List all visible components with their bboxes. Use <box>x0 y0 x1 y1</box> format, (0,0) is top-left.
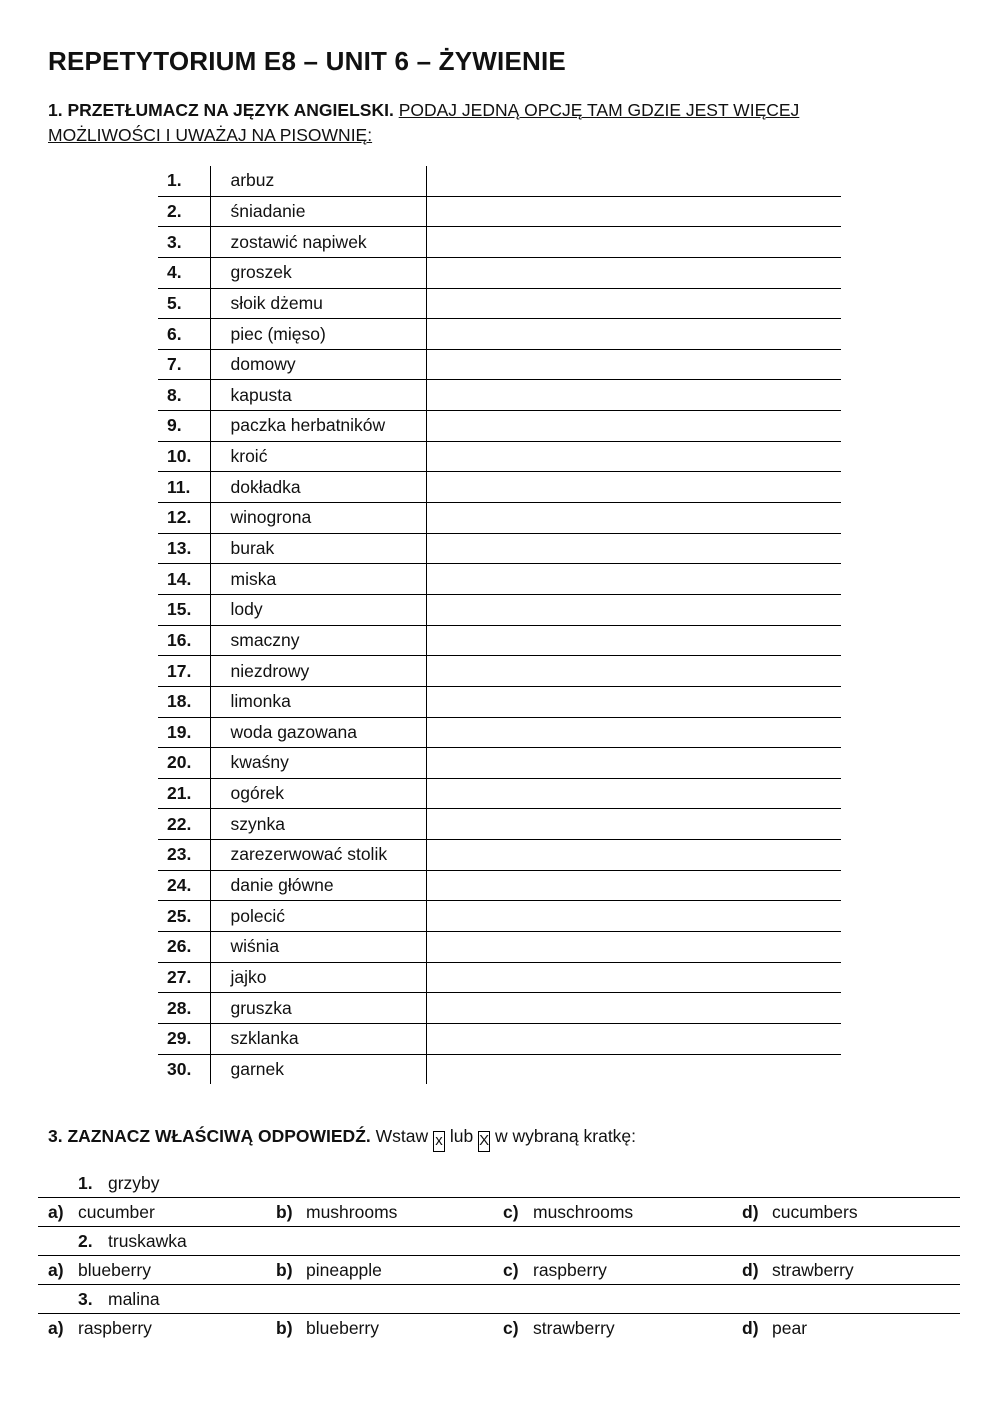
item-number: 12. <box>158 503 210 534</box>
question-number: 1. <box>78 1173 93 1193</box>
question-word: truskawka <box>108 1231 187 1251</box>
vocab-row <box>158 748 841 779</box>
polish-word: groszek <box>210 257 426 288</box>
section1-instruction: PODAJ JEDNĄ OPCJĘ TAM GDZIE JEST WIĘCEJ MOŻLIWOŚCI I UWAŻAJ NA PISOWNIĘ: <box>48 100 800 145</box>
item-number: 11. <box>158 472 210 503</box>
vocab-row <box>158 472 841 503</box>
option-letter: d) <box>742 1202 759 1222</box>
multiple-choice-list <box>38 1169 960 1342</box>
answer-blank[interactable] <box>426 901 841 932</box>
section3-instruction-pre: Wstaw <box>375 1126 429 1146</box>
checkbox-sample-big: X <box>478 1131 490 1152</box>
answer-blank[interactable] <box>426 778 841 809</box>
item-number: 5. <box>158 288 210 319</box>
item-number: 2. <box>158 196 210 227</box>
polish-word: miska <box>210 564 426 595</box>
item-number: 28. <box>158 993 210 1024</box>
answer-blank[interactable] <box>426 166 841 196</box>
answer-option[interactable] <box>742 1202 858 1223</box>
section3-instruction-mid: lub <box>449 1126 474 1146</box>
answer-blank[interactable] <box>426 717 841 748</box>
question-number: 3. <box>78 1289 93 1309</box>
answer-blank[interactable] <box>426 319 841 350</box>
item-number: 30. <box>158 1054 210 1084</box>
section1-heading: 1. PRZETŁUMACZ NA JĘZYK ANGIELSKI. <box>48 100 394 120</box>
options-row <box>38 1314 960 1342</box>
polish-word: gruszka <box>210 993 426 1024</box>
vocab-row <box>158 503 841 534</box>
polish-word: domowy <box>210 349 426 380</box>
polish-word: wiśnia <box>210 932 426 963</box>
option-letter: a) <box>48 1260 64 1280</box>
vocab-row <box>158 564 841 595</box>
question-row <box>38 1285 960 1314</box>
vocab-row <box>158 319 841 350</box>
section3-header <box>48 1126 636 1152</box>
question-number: 2. <box>78 1231 93 1251</box>
polish-word: winogrona <box>210 503 426 534</box>
vocab-row <box>158 1054 841 1084</box>
polish-word: szynka <box>210 809 426 840</box>
vocab-row <box>158 1023 841 1054</box>
answer-blank[interactable] <box>426 472 841 503</box>
section3-instruction-post: w wybraną kratkę: <box>495 1126 637 1146</box>
polish-word: jajko <box>210 962 426 993</box>
answer-blank[interactable] <box>426 993 841 1024</box>
item-number: 25. <box>158 901 210 932</box>
answer-option[interactable] <box>48 1260 151 1281</box>
option-letter: a) <box>48 1202 64 1222</box>
item-number: 18. <box>158 686 210 717</box>
option-text: mushrooms <box>306 1202 398 1222</box>
item-number: 19. <box>158 717 210 748</box>
answer-blank[interactable] <box>426 533 841 564</box>
item-number: 1. <box>158 166 210 196</box>
answer-option[interactable] <box>503 1260 607 1281</box>
answer-blank[interactable] <box>426 503 841 534</box>
item-number: 13. <box>158 533 210 564</box>
answer-blank[interactable] <box>426 594 841 625</box>
answer-option[interactable] <box>276 1318 379 1339</box>
vocab-row <box>158 349 841 380</box>
question-row <box>38 1227 960 1256</box>
polish-word: limonka <box>210 686 426 717</box>
item-number: 23. <box>158 840 210 871</box>
option-text: blueberry <box>306 1318 379 1338</box>
vocab-row <box>158 441 841 472</box>
vocab-row <box>158 717 841 748</box>
item-number: 10. <box>158 441 210 472</box>
answer-blank[interactable] <box>426 411 841 442</box>
question-word: grzyby <box>108 1173 160 1193</box>
option-text: cucumber <box>78 1202 155 1222</box>
answer-option[interactable] <box>48 1318 152 1339</box>
page-title: REPETYTORIUM E8 – UNIT 6 – ŻYWIENIE <box>48 46 566 76</box>
vocab-row <box>158 533 841 564</box>
answer-option[interactable] <box>48 1202 155 1223</box>
vocab-row <box>158 656 841 687</box>
item-number: 21. <box>158 778 210 809</box>
option-letter: d) <box>742 1260 759 1280</box>
polish-word: burak <box>210 533 426 564</box>
item-number: 9. <box>158 411 210 442</box>
polish-word: zostawić napiwek <box>210 227 426 258</box>
answer-blank[interactable] <box>426 840 841 871</box>
option-letter: c) <box>503 1260 519 1280</box>
answer-blank[interactable] <box>426 625 841 656</box>
item-number: 16. <box>158 625 210 656</box>
vocab-row <box>158 411 841 442</box>
answer-option[interactable] <box>276 1202 397 1223</box>
checkbox-sample-small: x <box>433 1131 445 1152</box>
vocab-row <box>158 778 841 809</box>
polish-word: zarezerwować stolik <box>210 840 426 871</box>
answer-option[interactable] <box>276 1260 382 1281</box>
item-number: 29. <box>158 1023 210 1054</box>
polish-word: lody <box>210 594 426 625</box>
option-text: strawberry <box>772 1260 854 1280</box>
answer-blank[interactable] <box>426 564 841 595</box>
option-text: strawberry <box>533 1318 615 1338</box>
option-letter: c) <box>503 1318 519 1338</box>
item-number: 22. <box>158 809 210 840</box>
vocab-row <box>158 288 841 319</box>
vocab-row <box>158 932 841 963</box>
polish-word: garnek <box>210 1054 426 1084</box>
answer-blank[interactable] <box>426 962 841 993</box>
answer-blank[interactable] <box>426 441 841 472</box>
item-number: 26. <box>158 932 210 963</box>
polish-word: danie główne <box>210 870 426 901</box>
polish-word: arbuz <box>210 166 426 196</box>
option-text: blueberry <box>78 1260 151 1280</box>
vocab-row <box>158 840 841 871</box>
polish-word: szklanka <box>210 1023 426 1054</box>
option-letter: b) <box>276 1202 293 1222</box>
item-number: 3. <box>158 227 210 258</box>
option-text: muschrooms <box>533 1202 634 1222</box>
vocab-row <box>158 809 841 840</box>
polish-word: kwaśny <box>210 748 426 779</box>
vocab-row <box>158 962 841 993</box>
option-text: raspberry <box>533 1260 607 1280</box>
polish-word: słoik dżemu <box>210 288 426 319</box>
polish-word: niezdrowy <box>210 656 426 687</box>
vocab-row <box>158 227 841 258</box>
vocab-row <box>158 166 841 196</box>
option-letter: c) <box>503 1202 519 1222</box>
vocab-row <box>158 686 841 717</box>
answer-option[interactable] <box>503 1318 615 1339</box>
item-number: 14. <box>158 564 210 595</box>
vocab-table <box>158 166 841 1084</box>
vocab-row <box>158 901 841 932</box>
option-text: pear <box>772 1318 808 1338</box>
vocab-row <box>158 196 841 227</box>
answer-blank[interactable] <box>426 748 841 779</box>
answer-option[interactable] <box>503 1202 633 1223</box>
vocab-row <box>158 993 841 1024</box>
vocab-row <box>158 380 841 411</box>
polish-word: polecić <box>210 901 426 932</box>
option-text: cucumbers <box>772 1202 858 1222</box>
option-letter: b) <box>276 1318 293 1338</box>
polish-word: woda gazowana <box>210 717 426 748</box>
item-number: 15. <box>158 594 210 625</box>
item-number: 6. <box>158 319 210 350</box>
answer-blank[interactable] <box>426 656 841 687</box>
option-text: pineapple <box>306 1260 382 1280</box>
polish-word: kroić <box>210 441 426 472</box>
answer-blank[interactable] <box>426 380 841 411</box>
answer-blank[interactable] <box>426 870 841 901</box>
vocab-row <box>158 257 841 288</box>
answer-blank[interactable] <box>426 686 841 717</box>
answer-blank[interactable] <box>426 288 841 319</box>
vocab-row <box>158 594 841 625</box>
item-number: 27. <box>158 962 210 993</box>
question-row <box>38 1169 960 1198</box>
option-letter: a) <box>48 1318 64 1338</box>
vocab-row <box>158 625 841 656</box>
item-number: 7. <box>158 349 210 380</box>
option-letter: d) <box>742 1318 759 1338</box>
polish-word: kapusta <box>210 380 426 411</box>
option-letter: b) <box>276 1260 293 1280</box>
answer-blank[interactable] <box>426 1054 841 1084</box>
polish-word: smaczny <box>210 625 426 656</box>
item-number: 8. <box>158 380 210 411</box>
option-text: raspberry <box>78 1318 152 1338</box>
item-number: 24. <box>158 870 210 901</box>
options-row <box>38 1198 960 1227</box>
vocab-row <box>158 870 841 901</box>
polish-word: śniadanie <box>210 196 426 227</box>
options-row <box>38 1256 960 1285</box>
answer-option[interactable] <box>742 1260 854 1281</box>
answer-option[interactable] <box>742 1318 807 1339</box>
polish-word: ogórek <box>210 778 426 809</box>
item-number: 17. <box>158 656 210 687</box>
polish-word: dokładka <box>210 472 426 503</box>
item-number: 4. <box>158 257 210 288</box>
answer-blank[interactable] <box>426 932 841 963</box>
polish-word: paczka herbatników <box>210 411 426 442</box>
answer-blank[interactable] <box>426 257 841 288</box>
item-number: 20. <box>158 748 210 779</box>
section1-header <box>48 98 908 148</box>
polish-word: piec (mięso) <box>210 319 426 350</box>
answer-blank[interactable] <box>426 196 841 227</box>
question-word: malina <box>108 1289 160 1309</box>
answer-blank[interactable] <box>426 349 841 380</box>
section3-heading: 3. ZAZNACZ WŁAŚCIWĄ ODPOWIEDŹ. <box>48 1126 371 1146</box>
answer-blank[interactable] <box>426 809 841 840</box>
answer-blank[interactable] <box>426 227 841 258</box>
answer-blank[interactable] <box>426 1023 841 1054</box>
